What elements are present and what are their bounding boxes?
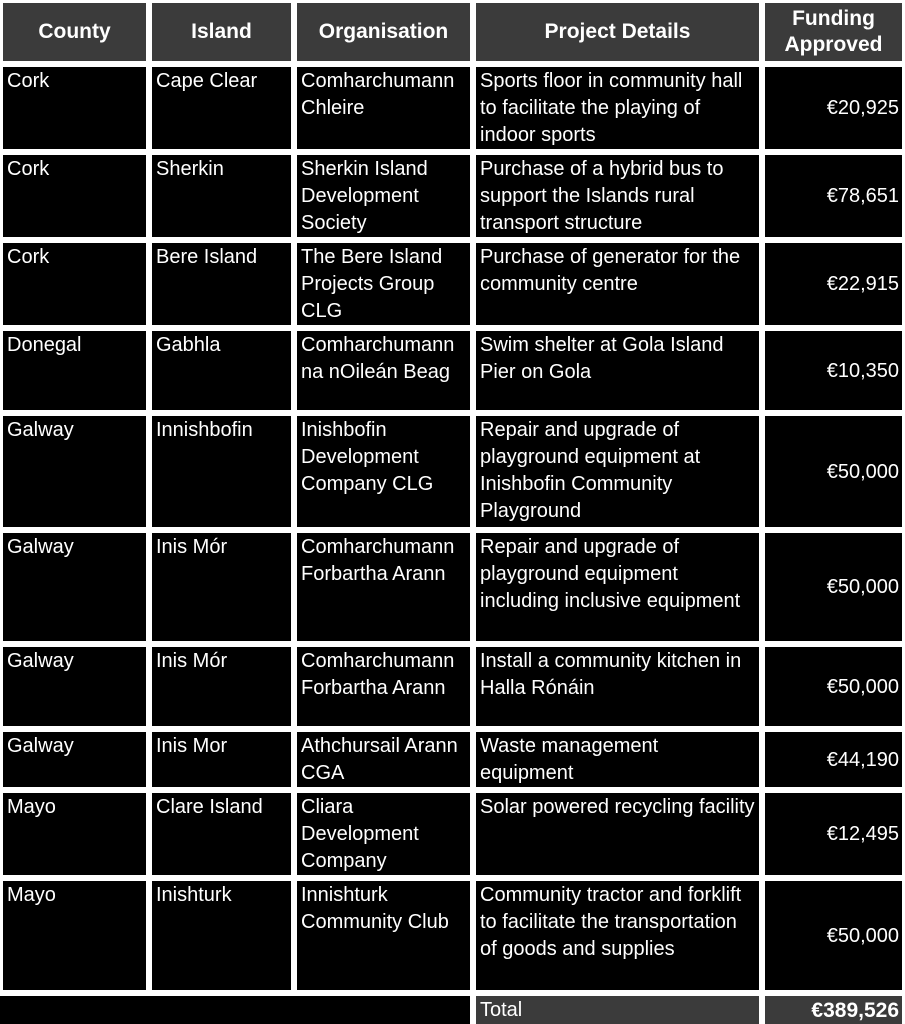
cell-project-details: Swim shelter at Gola Island Pier on Gola: [473, 328, 762, 413]
cell-funding: €50,000: [762, 878, 905, 993]
table-row: [0, 790, 905, 878]
cell-funding: €50,000: [762, 413, 905, 530]
cell-county: Cork: [0, 152, 149, 240]
cell-organisation: Comharchumann Chleire: [294, 64, 473, 152]
cell-county: Mayo: [0, 878, 149, 993]
total-label: Total: [473, 993, 762, 1024]
cell-island: Cape Clear: [149, 64, 294, 152]
cell-organisation: Athchursail Arann CGA: [294, 729, 473, 790]
cell-project-details: Sports floor in community hall to facilitate the playing of indoor sports: [473, 64, 762, 152]
table-row: [0, 878, 905, 993]
column-header-organisation: Organisation: [294, 0, 473, 64]
cell-funding: €50,000: [762, 530, 905, 644]
cell-funding: €78,651: [762, 152, 905, 240]
cell-island: Inis Mór: [149, 644, 294, 729]
cell-funding: €50,000: [762, 644, 905, 729]
cell-island: Innishbofin: [149, 413, 294, 530]
table-row: [0, 413, 905, 530]
table-row: [0, 240, 905, 328]
cell-organisation: Inishbofin Development Company CLG: [294, 413, 473, 530]
column-header-project-details: Project Details: [473, 0, 762, 64]
cell-project-details: Community tractor and forklift to facilitate the transportation of goods and supplies: [473, 878, 762, 993]
column-header-funding-approved: Funding Approved: [762, 0, 905, 64]
cell-project-details: Repair and upgrade of playground equipment at Inishbofin Community Playground: [473, 413, 762, 530]
table-body: [0, 64, 905, 1024]
cell-county: Galway: [0, 729, 149, 790]
cell-island: Inishturk: [149, 878, 294, 993]
cell-organisation: Comharchumann Forbartha Arann: [294, 530, 473, 644]
cell-project-details: Install a community kitchen in Halla Rónáin: [473, 644, 762, 729]
cell-island: Gabhla: [149, 328, 294, 413]
column-header-island: Island: [149, 0, 294, 64]
cell-island: Sherkin: [149, 152, 294, 240]
table-row: [0, 729, 905, 790]
cell-island: Bere Island: [149, 240, 294, 328]
total-row: [0, 993, 905, 1024]
cell-funding: €22,915: [762, 240, 905, 328]
cell-organisation: Comharchumann Forbartha Arann: [294, 644, 473, 729]
cell-organisation: Sherkin Island Development Society: [294, 152, 473, 240]
cell-organisation: Innishturk Community Club: [294, 878, 473, 993]
total-amount: €389,526: [762, 993, 905, 1024]
cell-project-details: Purchase of a hybrid bus to support the Islands rural transport structure: [473, 152, 762, 240]
table-row: [0, 644, 905, 729]
cell-county: Cork: [0, 64, 149, 152]
cell-project-details: Repair and upgrade of playground equipment including inclusive equipment: [473, 530, 762, 644]
table-header: [0, 0, 905, 64]
table-row: [0, 530, 905, 644]
cell-county: Galway: [0, 413, 149, 530]
cell-project-details: Solar powered recycling facility: [473, 790, 762, 878]
cell-funding: €44,190: [762, 729, 905, 790]
total-blank-cell: [0, 993, 473, 1024]
table-row: [0, 64, 905, 152]
cell-county: Galway: [0, 644, 149, 729]
cell-project-details: Waste management equipment: [473, 729, 762, 790]
cell-county: Donegal: [0, 328, 149, 413]
cell-project-details: Purchase of generator for the community centre: [473, 240, 762, 328]
cell-county: Cork: [0, 240, 149, 328]
cell-island: Clare Island: [149, 790, 294, 878]
header-row: [0, 0, 905, 64]
cell-funding: €10,350: [762, 328, 905, 413]
cell-funding: €12,495: [762, 790, 905, 878]
cell-county: Mayo: [0, 790, 149, 878]
table-row: [0, 328, 905, 413]
cell-island: Inis Mor: [149, 729, 294, 790]
cell-organisation: The Bere Island Projects Group CLG: [294, 240, 473, 328]
cell-organisation: Comharchumann na nOileán Beag: [294, 328, 473, 413]
cell-island: Inis Mór: [149, 530, 294, 644]
cell-organisation: Cliara Development Company: [294, 790, 473, 878]
table-row: [0, 152, 905, 240]
cell-county: Galway: [0, 530, 149, 644]
column-header-county: County: [0, 0, 149, 64]
cell-funding: €20,925: [762, 64, 905, 152]
